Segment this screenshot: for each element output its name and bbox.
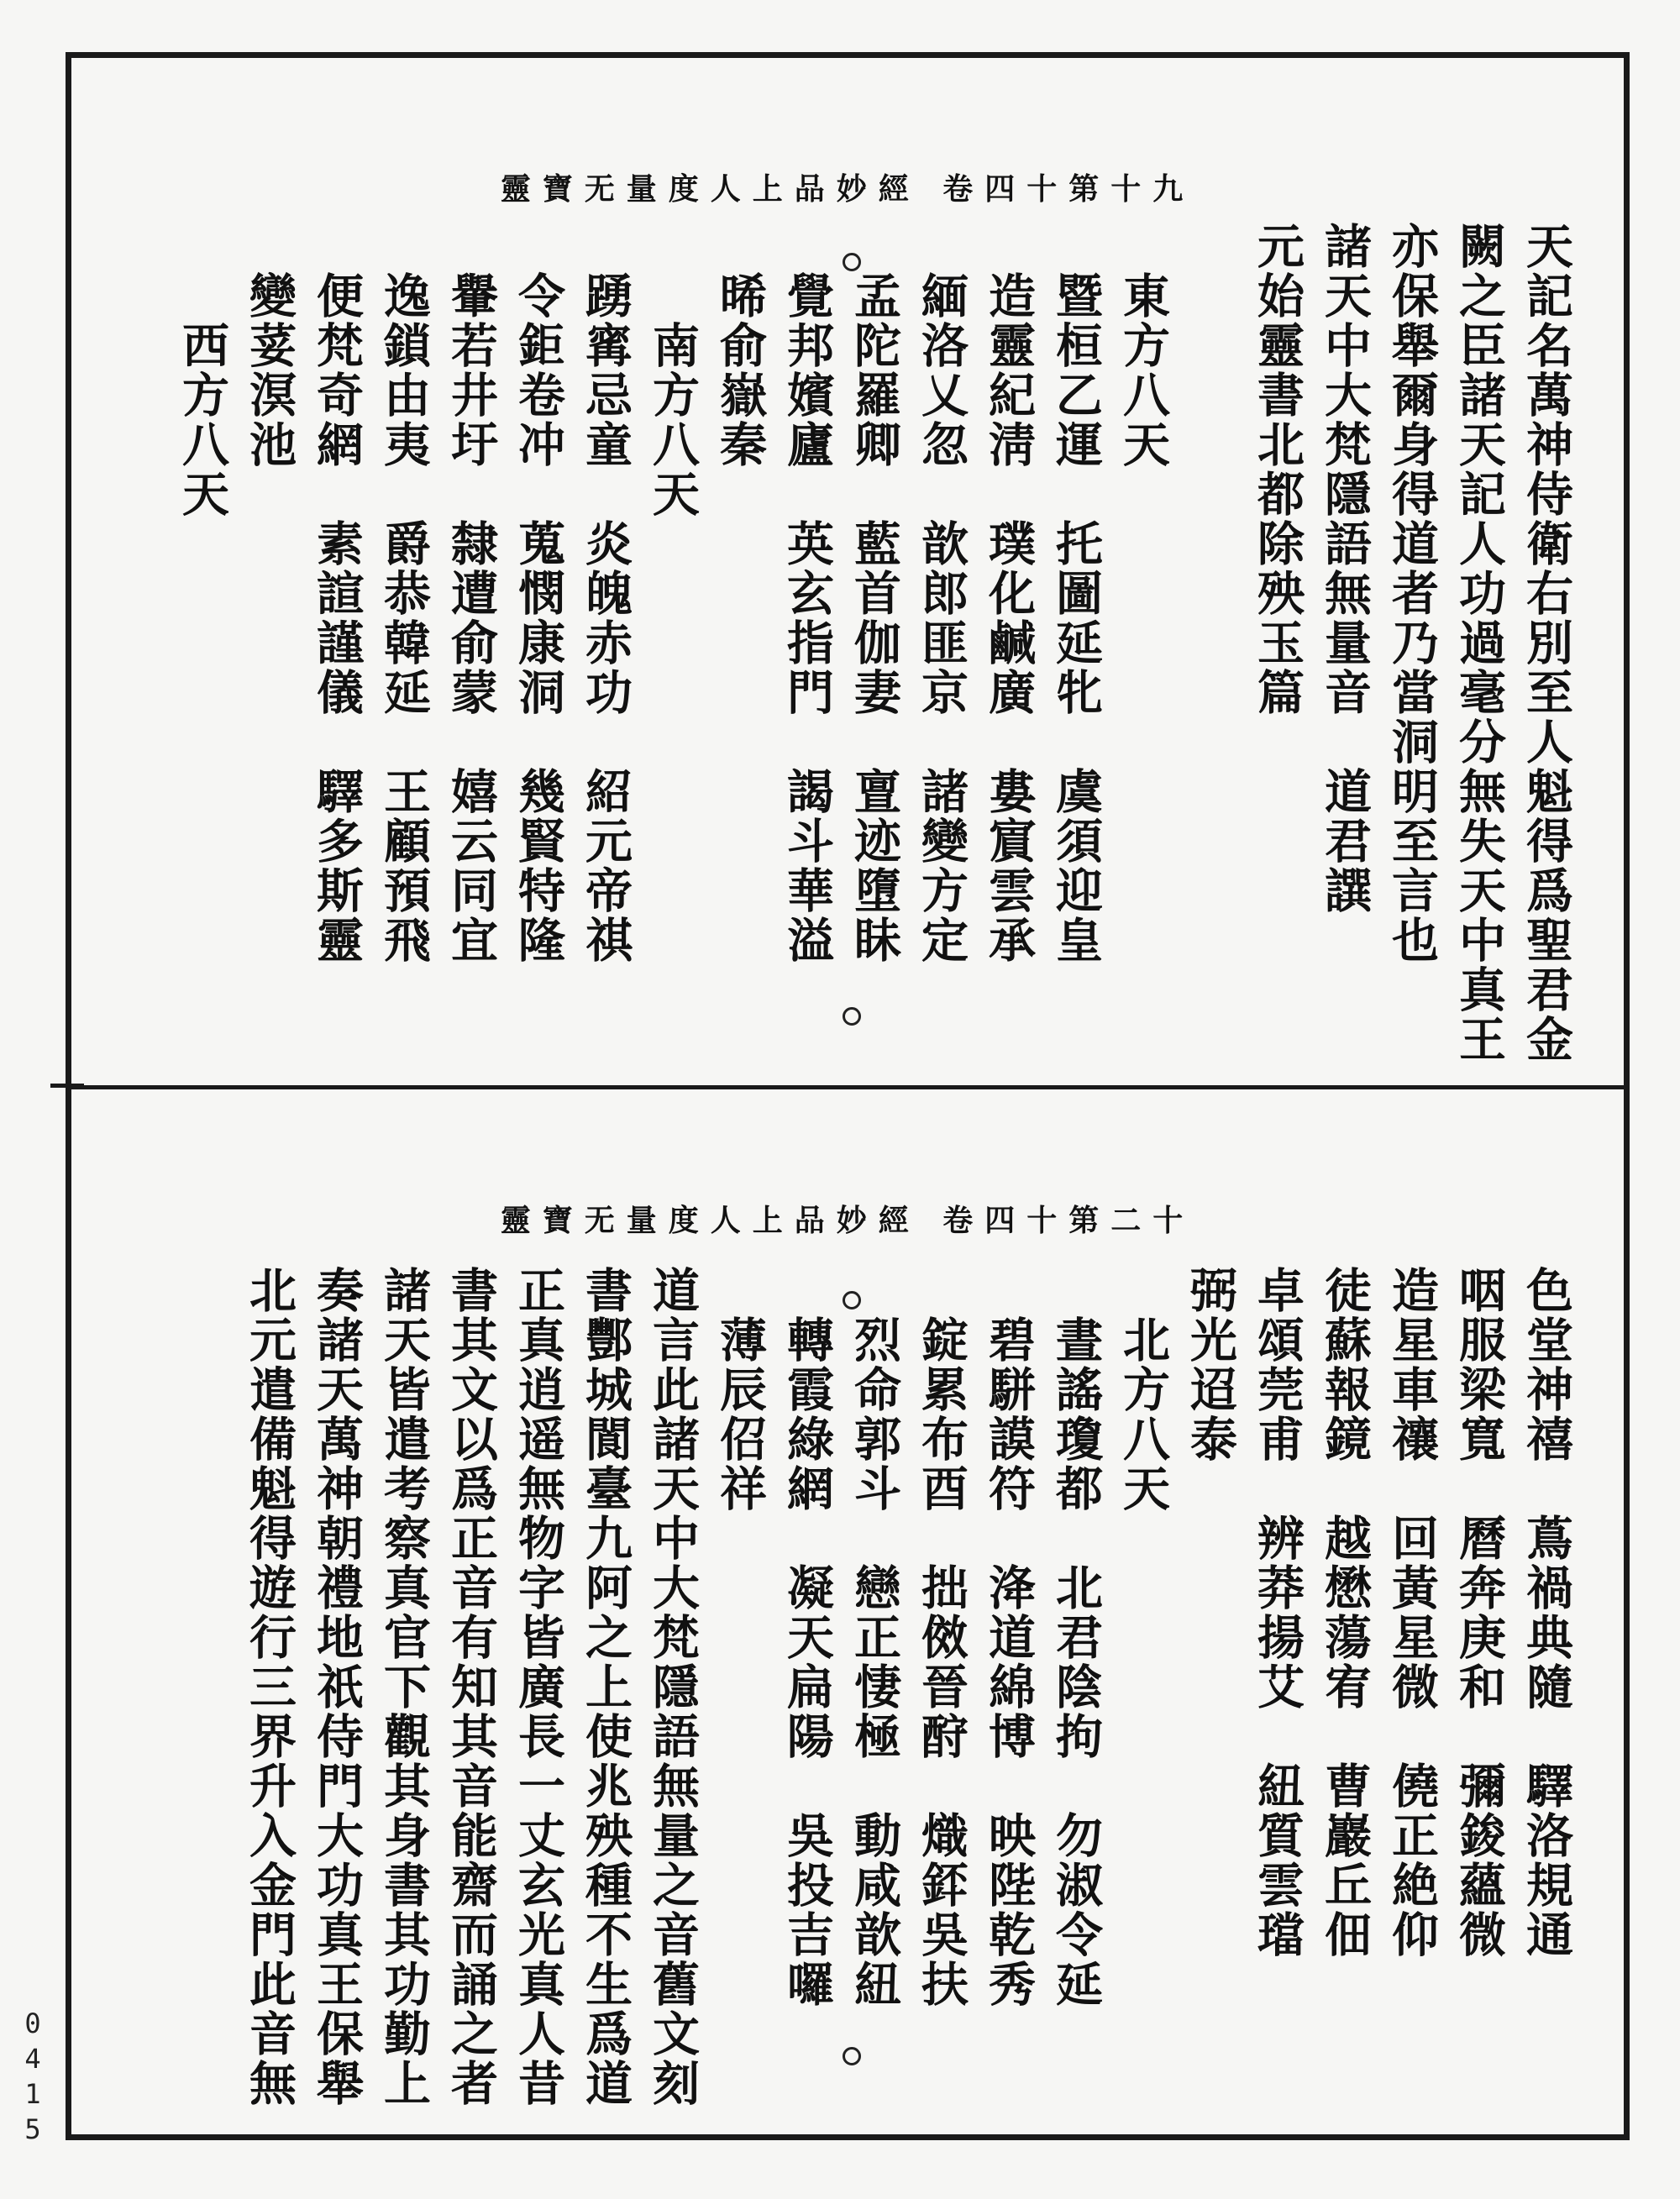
top-text-column: 天記名萬神侍衛右別至人魁得爲聖君金 bbox=[1519, 222, 1574, 1064]
bottom-text-column: 奏諸天萬神朝禮地祇侍門大功真王保舉 bbox=[309, 1266, 365, 2108]
bottom-text-column: 弼光迢泰 bbox=[1183, 1266, 1238, 1464]
bottom-text-column: 烈命郭斗 戀正悽極 動咸歆紐 bbox=[847, 1266, 902, 2009]
top-page bbox=[71, 58, 1624, 1085]
top-text-column: 亦保舉爾身得道者乃當洞明至言也 bbox=[1384, 222, 1440, 965]
bottom-text-column: 書酆城閬臺九阿之上使兆殃種不生爲道 bbox=[578, 1266, 633, 2108]
top-text-column: 變荽溟池 bbox=[242, 222, 297, 470]
top-text-column: 造靈紀淸 璞化鹹廣 婁賔雲承 bbox=[981, 222, 1037, 965]
top-text-column: 緬洛乂忽 歆郎匪京 諸變方定 bbox=[914, 222, 969, 965]
top-text-body bbox=[122, 222, 1580, 1070]
bottom-text-column: 書其文以爲正音有知其音能齋而誦之者 bbox=[444, 1266, 499, 2108]
bottom-text-column: 北方八天 bbox=[1116, 1266, 1171, 1514]
top-text-column: 南方八天 bbox=[645, 222, 701, 519]
bottom-text-column: 道言此諸天中大梵隱語無量之音舊文刻 bbox=[645, 1266, 701, 2108]
bottom-text-column: 諸天皆遣考察真官下觀其身書其功勤上 bbox=[376, 1266, 432, 2108]
top-text-column bbox=[1177, 222, 1244, 1070]
bottom-text-column: 北元遣備魁得遊行三界升入金門此音無 bbox=[242, 1266, 297, 2108]
bottom-text-column: 轉霞綠網 凝天扁陽 吳投吉囉 bbox=[780, 1266, 835, 2009]
bottom-running-header: 靈寶无量度人上品妙經 卷四十第二十 bbox=[500, 1203, 1195, 1238]
top-text-column: 踴寗忌童 炎魄赤功 紹元帝祺 bbox=[578, 222, 633, 965]
top-running-header: 靈寶无量度人上品妙經 卷四十第十九 bbox=[500, 171, 1195, 207]
top-text-column: 逸鎖由夷 爵恭韓延 王顧預飛 bbox=[376, 222, 432, 965]
top-text-column: 元始靈書北都除殃玉篇 bbox=[1250, 222, 1305, 717]
top-text-column: 孟陀羅卿 藍首伽妻 亶迹墮眛 bbox=[847, 222, 902, 965]
top-text-column: 晞俞嶽秦 bbox=[712, 222, 768, 470]
top-text-column: 便梵奇網 素諠謹儀 驛多斯靈 bbox=[309, 222, 365, 965]
top-text-column: 闕之臣諸天記人功過毫分無失天中真王 bbox=[1452, 222, 1507, 1064]
top-text-column: 東方八天 bbox=[1116, 222, 1171, 470]
bottom-page bbox=[71, 1089, 1624, 2134]
bottom-text-column: 卓頌莞甫 辨莽揚艾 紐質雲璫 bbox=[1250, 1266, 1305, 1960]
bottom-text-column: 正真逍遥無物字皆廣長一丈玄光真人昔 bbox=[511, 1266, 566, 2108]
bottom-circle-mark-2 bbox=[843, 2047, 861, 2065]
bottom-text-column: 錠累布酉 拙傚晉酧 熾銔吳扶 bbox=[914, 1266, 969, 2009]
top-text-column: 覺邦嬪廬 英玄指門 謁斗華溢 bbox=[780, 222, 835, 965]
bottom-text-body bbox=[122, 1266, 1580, 2123]
bottom-text-column: 晝謠瓊都 北君陰拘 勿淑令延 bbox=[1048, 1266, 1104, 2009]
top-circle-mark-1 bbox=[843, 253, 861, 271]
bottom-text-column: 咽服梁寬 曆奔庚和 彌鋑蘊微 bbox=[1452, 1266, 1507, 1960]
bottom-text-column: 碧駢謨符 洚道綿博 映陛乾秀 bbox=[981, 1266, 1037, 2009]
top-circle-mark-2 bbox=[843, 1007, 861, 1026]
bottom-text-column: 造星車禳 回黃星微 僥正絶仰 bbox=[1384, 1266, 1440, 1960]
top-text-column: 轝若井圩 隸遭俞蒙 嬉云同宜 bbox=[444, 222, 499, 965]
bottom-text-column: 薄辰佋祥 bbox=[712, 1266, 768, 1514]
top-text-column: 暨桓乙運 托圖延牝 虞須迎皇 bbox=[1048, 222, 1104, 965]
bottom-circle-mark-1 bbox=[843, 1291, 861, 1309]
top-text-column: 諸天中大梵隱語無量音 道君譔 bbox=[1317, 222, 1373, 916]
bottom-text-column: 色堂神禧 蔦禍典隨 驛洛規通 bbox=[1519, 1266, 1574, 1960]
top-text-column: 西方八天 bbox=[175, 222, 230, 519]
page-number: 0415 bbox=[17, 2007, 49, 2149]
top-text-column: 令鉅卷冲 蒐憫康洞 幾賢特隆 bbox=[511, 222, 566, 965]
bottom-text-column: 徒蘇報鏡 越懋蕩宥 曹巖丘佃 bbox=[1317, 1266, 1373, 1960]
